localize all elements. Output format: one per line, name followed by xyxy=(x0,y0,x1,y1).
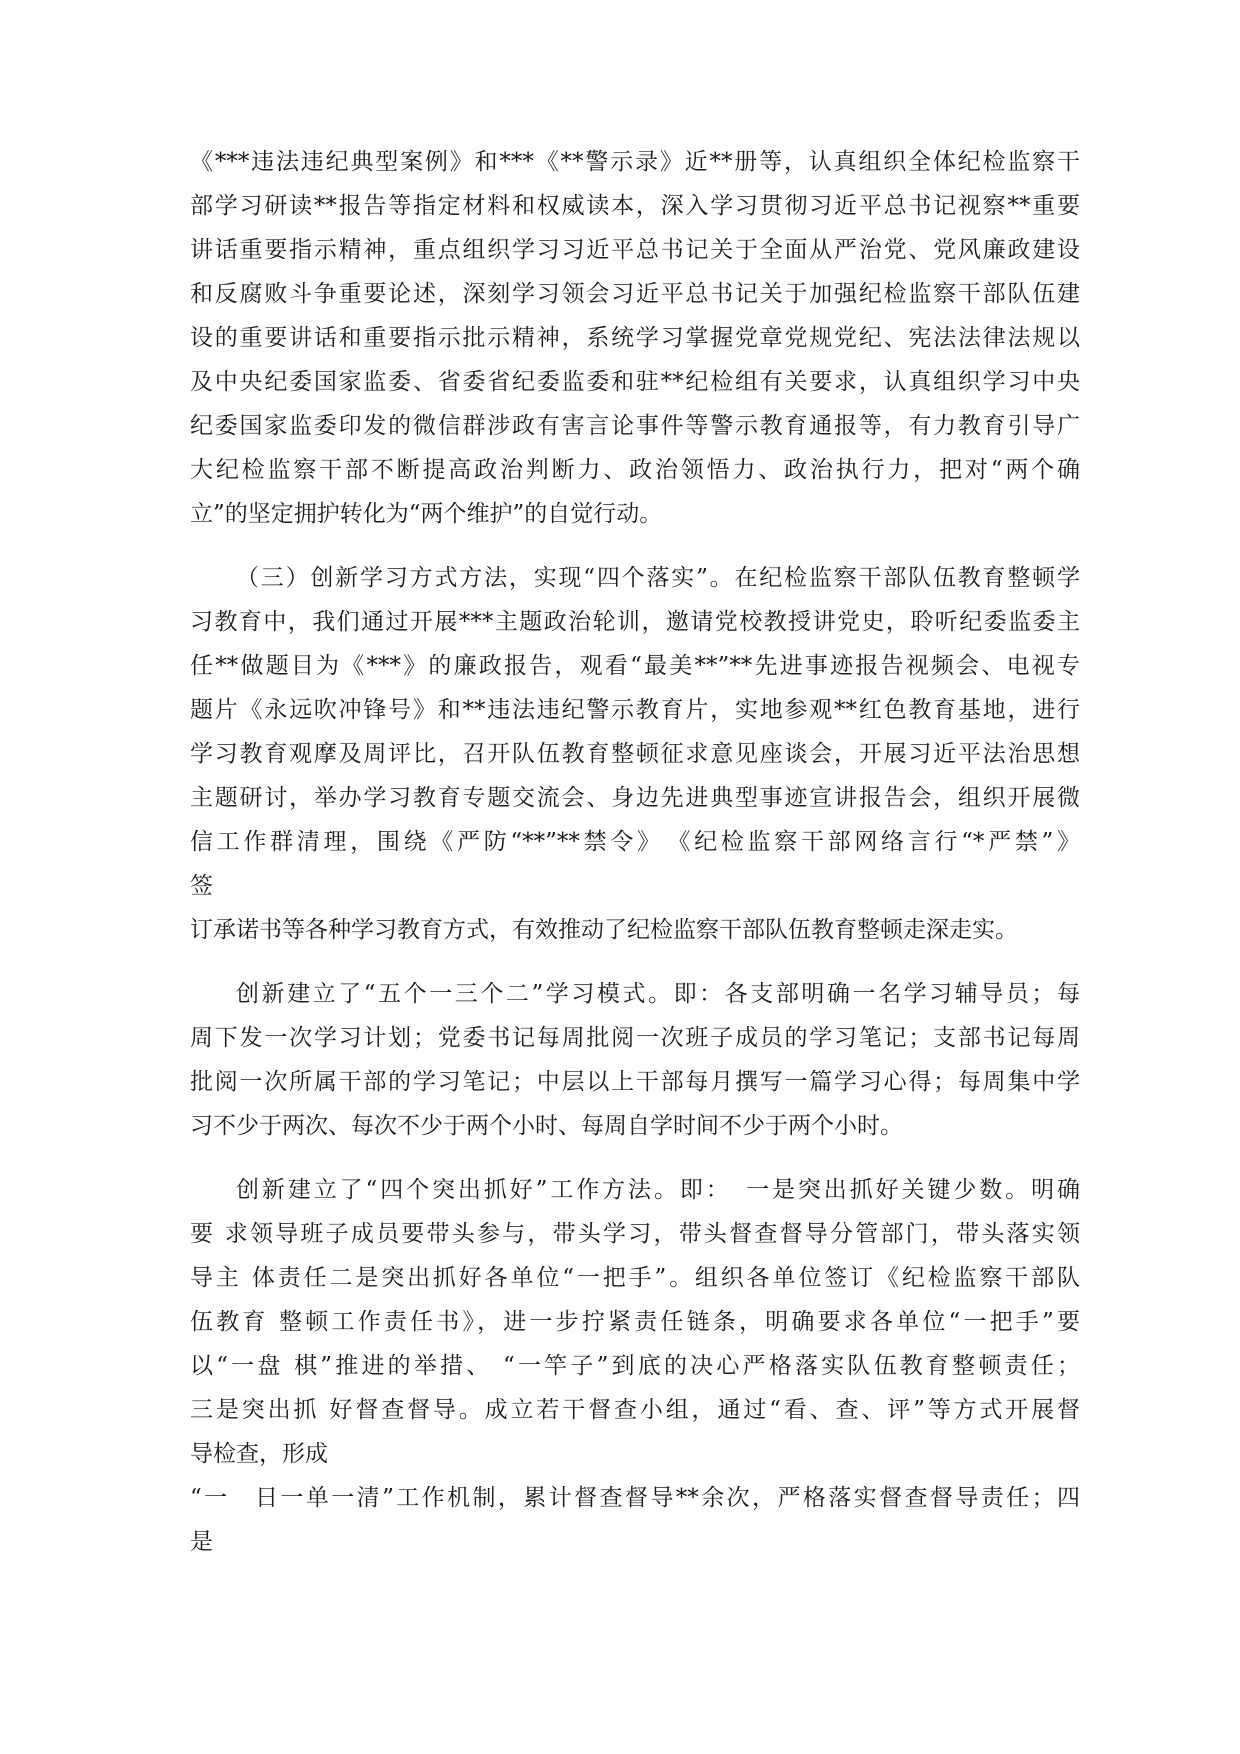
text-line: 伍教育 整顿工作责任书》，进一步拧紧责任链条，明确要求各单位“一把手”要 xyxy=(190,1309,1080,1335)
text-line: 习教育中，我们通过开展***主题政治轮训，邀请党校教授讲党史，聆听纪委监委主 xyxy=(190,609,1080,635)
text-line: 订承诺书等各种学习教育方式，有效推动了纪检监察干部队伍教育整顿走深走实。 xyxy=(190,917,1018,943)
text-line: 讲话重要指示精神，重点组织学习习近平总书记关于全面从严治党、党风廉政建设 xyxy=(190,237,1080,263)
text-line: 创新建立了“五个一三个二”学习模式。即：各支部明确一名学习辅导员；每 xyxy=(236,981,1080,1007)
text-line: 《***违法违纪典型案例》和***《**警示录》近**册等，认真组织全体纪检监察干 xyxy=(190,149,1080,175)
text-line: 习不少于两次、每次不少于两个小时、每周自学时间不少于两个小时。 xyxy=(190,1113,903,1139)
text-line: 批阅一次所属干部的学习笔记；中层以上干部每月撰写一篇学习心得；每周集中学 xyxy=(190,1069,1080,1095)
text-line: 是 xyxy=(190,1529,213,1555)
text-line: 周下发一次学习计划；党委书记每周批阅一次班子成员的学习笔记；支部书记每周 xyxy=(190,1025,1080,1051)
text-line: 和反腐败斗争重要论述，深刻学习领会习近平总书记关于加强纪检监察干部队伍建 xyxy=(190,281,1080,307)
text-line: 要 求领导班子成员要带头参与，带头学习，带头督查督导分管部门，带头落实领 xyxy=(190,1221,1080,1247)
text-line: 创新建立了“四个突出抓好”工作方法。即： 一是突出抓好关键少数。明确 xyxy=(236,1177,1080,1203)
text-line: 信工作群清理，围绕《严防“**”**禁令》 《纪检监察干部网络言行“*严禁”》 xyxy=(190,829,1080,855)
paragraph xyxy=(190,140,1080,536)
text-line: 任**做题目为《***》的廉政报告，观看“最美**”**先进事迹报告视频会、电视专 xyxy=(190,653,1080,679)
text-line: 大纪检监察干部不断提高政治判断力、政治领悟力、政治执行力，把对“两个确 xyxy=(190,457,1080,483)
paragraph-spacer xyxy=(190,536,1080,556)
text-line: 签 xyxy=(190,873,213,899)
document-body xyxy=(190,140,1080,1564)
text-line: 及中央纪委国家监委、省委省纪委监委和驻**纪检组有关要求，认真组织学习中央 xyxy=(190,369,1080,395)
text-line: 导主 体责任二是突出抓好各单位“一把手”。组织各单位签订《纪检监察干部队 xyxy=(190,1265,1080,1291)
text-line: 纪委国家监委印发的微信群涉政有害言论事件等警示教育通报等，有力教育引导广 xyxy=(190,413,1080,439)
text-line: 题片《永远吹冲锋号》和**违法违纪警示教育片，实地参观**红色教育基地，进行 xyxy=(190,697,1080,723)
paragraph xyxy=(190,972,1080,1148)
text-line: 学习教育观摩及周评比，召开队伍教育整顿征求意见座谈会，开展习近平法治思想 xyxy=(190,741,1080,767)
text-line: （三）创新学习方式方法，实现“四个落实”。在纪检监察干部队伍教育整顿学 xyxy=(236,565,1080,591)
text-line: 三是突出抓 好督查督导。成立若干督查小组，通过“看、查、评”等方式开展督 xyxy=(190,1397,1080,1423)
paragraph-spacer xyxy=(190,952,1080,972)
text-line: 导检查，形成 xyxy=(190,1441,328,1467)
paragraph xyxy=(190,1168,1080,1564)
paragraph-spacer xyxy=(190,1148,1080,1168)
text-line: 主题研讨，举办学习教育专题交流会、身边先进典型事迹宣讲报告会，组织开展微 xyxy=(190,785,1080,811)
text-line: 立”的坚定拥护转化为“两个维护”的自觉行动。 xyxy=(190,501,663,527)
text-line: 以“一盘 棋”推进的举措、 “一竿子”到底的决心严格落实队伍教育整顿责任； xyxy=(190,1353,1080,1379)
paragraph xyxy=(190,556,1080,952)
text-line: 设的重要讲话和重要指示批示精神，系统学习掌握党章党规党纪、宪法法律法规以 xyxy=(190,325,1080,351)
text-line: 部学习研读**报告等指定材料和权威读本，深入学习贯彻习近平总书记视察**重要 xyxy=(190,193,1080,219)
text-line: “一 日一单一清”工作机制，累计督查督导**余次，严格落实督查督导责任；四 xyxy=(190,1485,1080,1511)
